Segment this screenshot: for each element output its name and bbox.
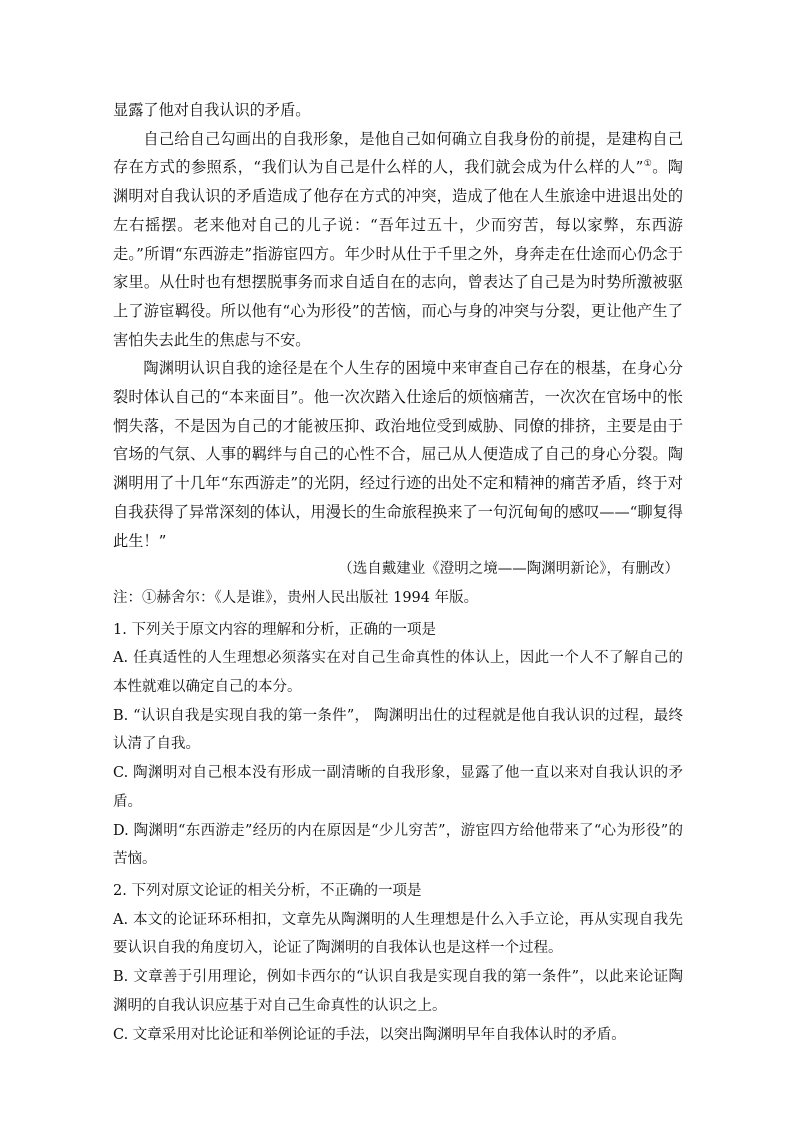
question-2-option-b: B. 文章善于引用理论，例如卡西尔的“认识自我是实现自我的第一条件”，以此来论证陶渊明的自我认识应基于对自己生命真性的认识之上。 [113, 969, 683, 1014]
source-citation: （选自戴建业《澄明之境——陶渊明新论》，有删改） [338, 561, 679, 578]
question-1-option-a: A. 任真适性的人生理想必须落实在对自己生命真性的体认上，因此一个人不了解自己的本性就难以确定自己的本分。 [113, 650, 683, 696]
question-1-option-b: B. “认识自我是实现自我的第一条件”， 陶渊明出仕的过程就是他自我认识的过程，最终认清了自我。 [113, 707, 683, 753]
paragraph-self-image-part1: 自己给自己勾画出的自我形象，是他自己如何确立自我身份的前提，是建构自己存在方式的参照系，“我们认为自己是什么样的人，我们就会成为什么样的人” [113, 129, 683, 177]
paragraph-self-image-part2: 。陶渊明对自我认识的矛盾造成了他存在方式的冲突，造成了他在人生旅途中进退出处的左右摇摆。老来他对自己的儿子说：“吾年过五十，少而穷苦，每以家弊，东西游走。”所谓“东西游走”指游宦四方。年少时从仕于千里之外，身奔走在仕途而心仍念于家里。从仕时也有想摆脱事务而求自适自在的志向，曾表达了自己是为时势所激被驱上了游宦羁役。所以他有“心为形役”的苦恼，而心与身的冲突与分裂，更让他产生了害怕失去此生的焦虑与不安。 [113, 158, 683, 349]
footnote-marker: ① [643, 159, 653, 170]
question-1-option-c: C. 陶渊明对自己根本没有形成一副清晰的自我形象，显露了他一直以来对自我认识的矛盾。 [113, 765, 683, 810]
document-page [113, 96, 683, 1049]
question-2-stem: 2. 下列对原文论证的相关分析，不正确的一项是 [113, 882, 422, 899]
paragraph-continued: 显露了他对自我认识的矛盾。 [113, 101, 311, 119]
question-2-option-c: C. 文章采用对比论证和举例论证的手法，以突出陶渊明早年自我体认时的矛盾。 [113, 1026, 626, 1043]
footnote: 注：①赫舍尔：《人是谁》，贵州人民出版社 1994 年版。 [113, 589, 479, 606]
question-1 [113, 616, 683, 874]
question-2-option-a: A. 本文的论证环环相扣，文章先从陶渊明的人生理想是什么入手立论，再从实现自我先要认识自我的角度切入，论证了陶渊明的自我体认也是这样一个过程。 [113, 911, 683, 957]
question-1-option-d: D. 陶渊明“东西游走”经历的内在原因是“少儿穷苦”，游宦四方给他带来了“心为形役”的苦恼。 [113, 822, 683, 868]
question-1-stem: 1. 下列关于原文内容的理解和分析，正确的一项是 [113, 621, 436, 638]
question-2 [113, 877, 683, 1049]
paragraph-self-image [113, 125, 683, 355]
paragraph-self-recognition: 陶渊明认识自我的途径是在个人生存的困境中来审查自己存在的根基，在身心分裂时体认自己的“本来面目”。他一次次踏入仕途后的烦恼痛苦，一次次在官场中的怅惘失落，不是因为自己的才能被压抑、政治地位受到威胁、同僚的排挤，主要是由于官场的气氛、人事的羁绊与自己的心性不合，屈己从人便造成了自己的身心分裂。陶渊明用了十几年“东西游走”的光阴，经过行迹的出处不定和精神的痛苦矛盾，终于对自我获得了异常深刻的体认，用漫长的生命旅程换来了一句沉甸甸的感叹——“聊复得此生！” [113, 359, 683, 550]
